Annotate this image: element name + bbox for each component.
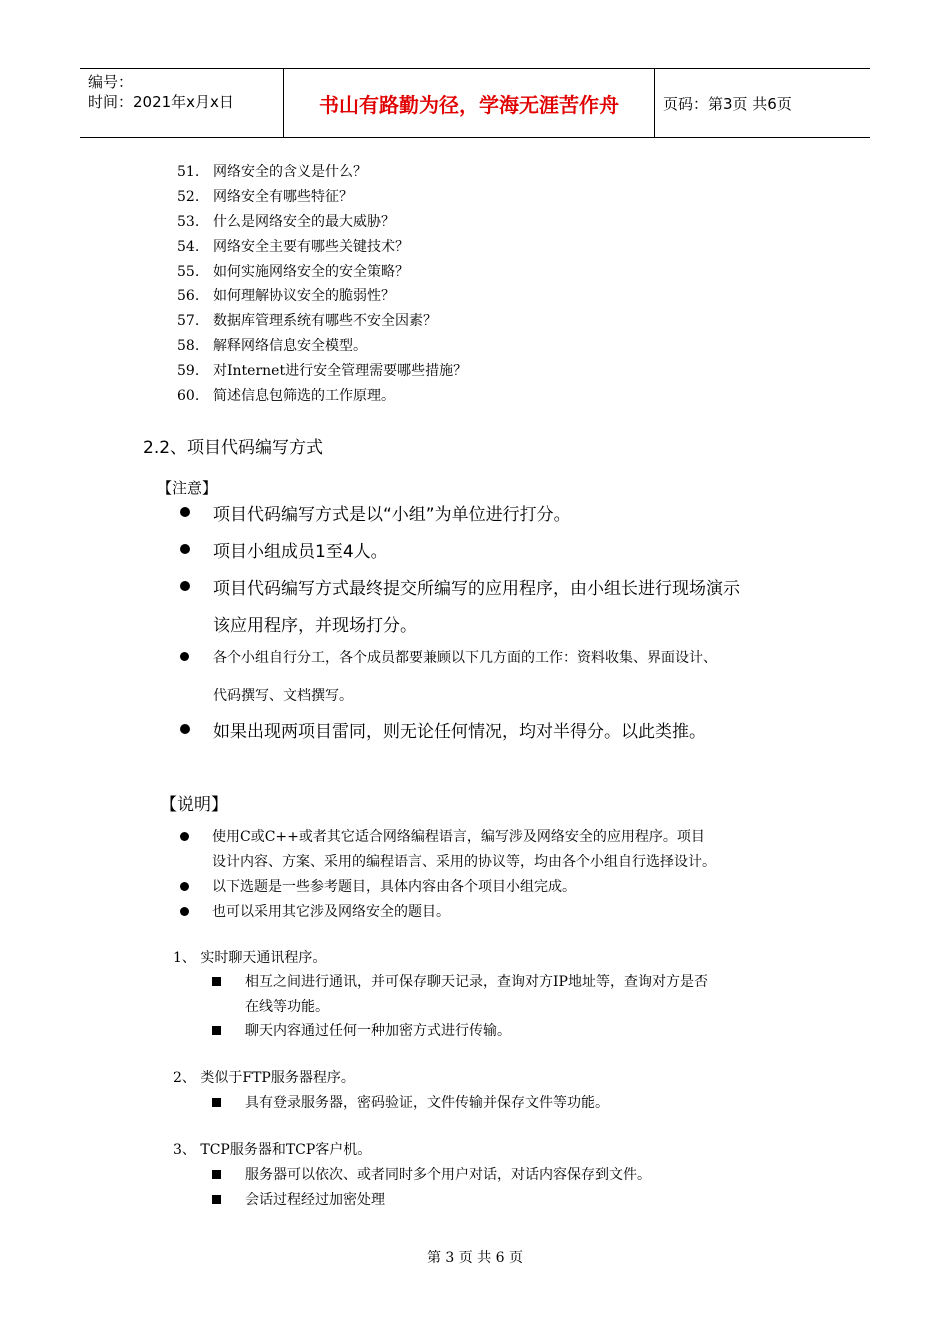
bullet-dot-icon xyxy=(180,907,189,916)
question-number: 52. xyxy=(177,188,200,205)
explain-item-continued: 设计内容、方案、采用的编程语言、采用的协议等，均由各个小组自行选择设计。 xyxy=(212,854,716,870)
square-bullet-icon xyxy=(212,977,221,986)
bullet-dot-icon xyxy=(180,544,190,554)
topic-detail-continued: 在线等功能。 xyxy=(245,999,329,1015)
note-label: 【注意】 xyxy=(157,479,218,497)
note-item-continued: 该应用程序，并现场打分。 xyxy=(213,616,417,636)
square-bullet-icon xyxy=(212,1026,221,1035)
question-text: 对Internet进行安全管理需要哪些措施？ xyxy=(213,363,468,380)
question-item xyxy=(177,284,467,309)
bullet-dot-icon xyxy=(180,507,190,517)
note-item-continued: 代码撰写、文档撰写。 xyxy=(213,688,353,704)
topic-heading: 3、 TCP服务器和TCP客户机。 xyxy=(173,1142,372,1158)
question-number: 60. xyxy=(177,388,200,405)
explain-item: 使用C或C++或者其它适合网络编程语言，编写涉及网络安全的应用程序。项目 xyxy=(212,829,705,845)
topic-detail: 会话过程经过加密处理 xyxy=(245,1192,385,1208)
explain-label: 【说明】 xyxy=(160,795,228,815)
question-item xyxy=(177,185,467,210)
question-text: 如何理解协议安全的脆弱性？ xyxy=(213,288,395,305)
question-item xyxy=(177,359,467,384)
question-item xyxy=(177,309,467,334)
topic-detail: 服务器可以依次、或者同时多个用户对话，对话内容保存到文件。 xyxy=(245,1167,651,1183)
document-number-label: 编号： xyxy=(88,73,134,91)
note-item: 项目代码编写方式最终提交所编写的应用程序，由小组长进行现场演示 xyxy=(213,579,740,599)
question-number: 56. xyxy=(177,288,200,305)
bullet-dot-icon xyxy=(180,652,189,661)
question-number: 58. xyxy=(177,338,200,355)
question-item xyxy=(177,210,467,235)
question-text: 简述信息包筛选的工作原理。 xyxy=(213,388,395,405)
explain-item: 以下选题是一些参考题目，具体内容由各个项目小组完成。 xyxy=(212,879,576,895)
question-text: 解释网络信息安全模型。 xyxy=(213,338,367,355)
page-header xyxy=(80,68,870,138)
note-item: 项目小组成员1至4人。 xyxy=(213,542,388,562)
header-motto: 书山有路勤为径，学海无涯苦作舟 xyxy=(283,69,655,137)
note-item: 如果出现两项目雷同，则无论任何情况，均对半得分。以此类推。 xyxy=(213,722,706,742)
question-text: 什么是网络安全的最大威胁？ xyxy=(213,213,395,230)
question-list xyxy=(177,160,467,409)
question-item xyxy=(177,260,467,285)
bullet-dot-icon xyxy=(180,581,190,591)
question-number: 55. xyxy=(177,263,200,280)
topic-detail: 具有登录服务器，密码验证，文件传输并保存文件等功能。 xyxy=(245,1095,609,1111)
question-text: 网络安全的含义是什么？ xyxy=(213,164,367,180)
bullet-dot-icon xyxy=(180,882,189,891)
header-page-info: 页码：第3页 共6页 xyxy=(663,94,792,113)
section-title: 2.2、项目代码编写方式 xyxy=(143,438,324,458)
question-number: 54. xyxy=(177,238,200,255)
question-number: 51. xyxy=(177,164,200,180)
topic-heading: 2、 类似于FTP服务器程序。 xyxy=(173,1070,355,1086)
topic-heading: 1、 实时聊天通讯程序。 xyxy=(173,950,327,966)
bullet-dot-icon xyxy=(180,724,190,734)
question-text: 网络安全有哪些特征？ xyxy=(213,188,353,205)
square-bullet-icon xyxy=(212,1170,221,1179)
question-text: 数据库管理系统有哪些不安全因素？ xyxy=(213,313,437,330)
question-number: 53. xyxy=(177,213,200,230)
question-item xyxy=(177,384,467,409)
question-number: 59. xyxy=(177,363,200,380)
header-left-cell xyxy=(80,69,283,137)
question-number: 57. xyxy=(177,313,200,330)
question-text: 网络安全主要有哪些关键技术？ xyxy=(213,238,409,255)
note-item: 项目代码编写方式是以“小组”为单位进行打分。 xyxy=(213,505,571,525)
document-time-label: 时间：2021年x月x日 xyxy=(88,93,234,111)
topic-detail: 相互之间进行通讯，并可保存聊天记录，查询对方IP地址等，查询对方是否 xyxy=(245,974,708,990)
question-item xyxy=(177,235,467,260)
page-footer: 第 3 页 共 6 页 xyxy=(426,1250,524,1266)
explain-item: 也可以采用其它涉及网络安全的题目。 xyxy=(212,904,450,920)
square-bullet-icon xyxy=(212,1195,221,1204)
topic-detail: 聊天内容通过任何一种加密方式进行传输。 xyxy=(245,1023,511,1039)
question-item xyxy=(177,334,467,359)
square-bullet-icon xyxy=(212,1098,221,1107)
question-text: 如何实施网络安全的安全策略？ xyxy=(213,263,409,280)
bullet-dot-icon xyxy=(180,832,189,841)
note-item: 各个小组自行分工，各个成员都要兼顾以下几方面的工作：资料收集、界面设计、 xyxy=(213,650,717,666)
question-item xyxy=(177,160,467,185)
